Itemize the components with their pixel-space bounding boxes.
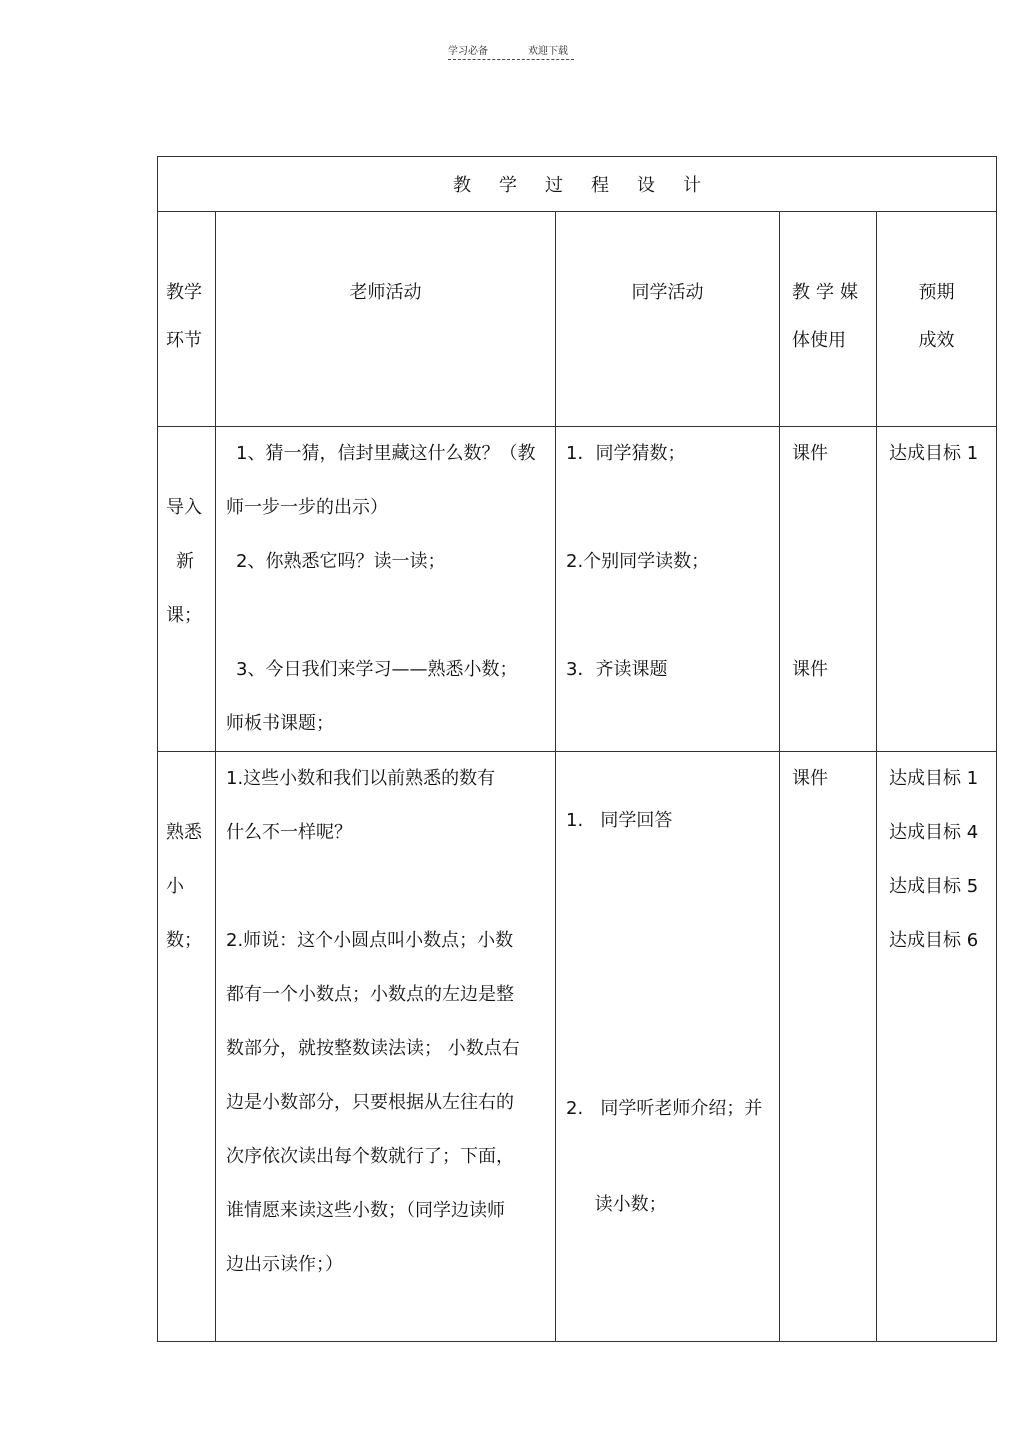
col-header-section: 教学 环节: [158, 212, 216, 427]
lesson-plan-table: [157, 156, 997, 1342]
row2-student: 1. 同学回答 2. 同学听老师介绍；并 读小数；: [556, 752, 780, 1342]
row1-media: 课件 课件: [780, 427, 877, 752]
row2-outcome: 达成目标 1 达成目标 4 达成目标 5 达成目标 6: [877, 752, 997, 1342]
page-header: [448, 42, 574, 60]
row2-section: 熟悉 小 数；: [158, 752, 216, 1342]
row2-teacher: 1.这些小数和我们以前熟悉的数有 什么不一样呢？ 2.师说：这个小圆点叫小数点；小数 都有一个小数点；小数点的左边是整 数部分，就按整数读法读； 小数点右 边是小数部分，只要根据从左往右的 次序依次读出每个数就行了；下面， 谁情愿来读这些小数；（同学边读师 边出示读作；）: [216, 752, 556, 1342]
row1-section: 导入 新 课；: [158, 427, 216, 752]
col-header-teacher: 老师活动: [216, 212, 556, 427]
row1-student: 1．同学猜数； 2.个别同学读数； 3．齐读课题: [556, 427, 780, 752]
table-header-row: [158, 212, 997, 427]
row1-teacher: 1、猜一猜，信封里藏这什么数？（教 师一步一步的出示） 2、你熟悉它吗？读一读； 3、今日我们来学习——熟悉小数； 师板书课题；: [216, 427, 556, 752]
table-row: [158, 752, 997, 1342]
col-header-media: 教学媒 体使用: [780, 212, 877, 427]
col-header-student: 同学活动: [556, 212, 780, 427]
header-right-text: 欢迎下载: [528, 46, 568, 57]
table-row: [158, 427, 997, 752]
header-left-text: 学习必备: [448, 46, 488, 57]
row2-media: 课件: [780, 752, 877, 1342]
col-header-outcome: 预期 成效: [877, 212, 997, 427]
row1-outcome: 达成目标 1: [877, 427, 997, 752]
table-title: 教学过程设计: [158, 157, 997, 212]
